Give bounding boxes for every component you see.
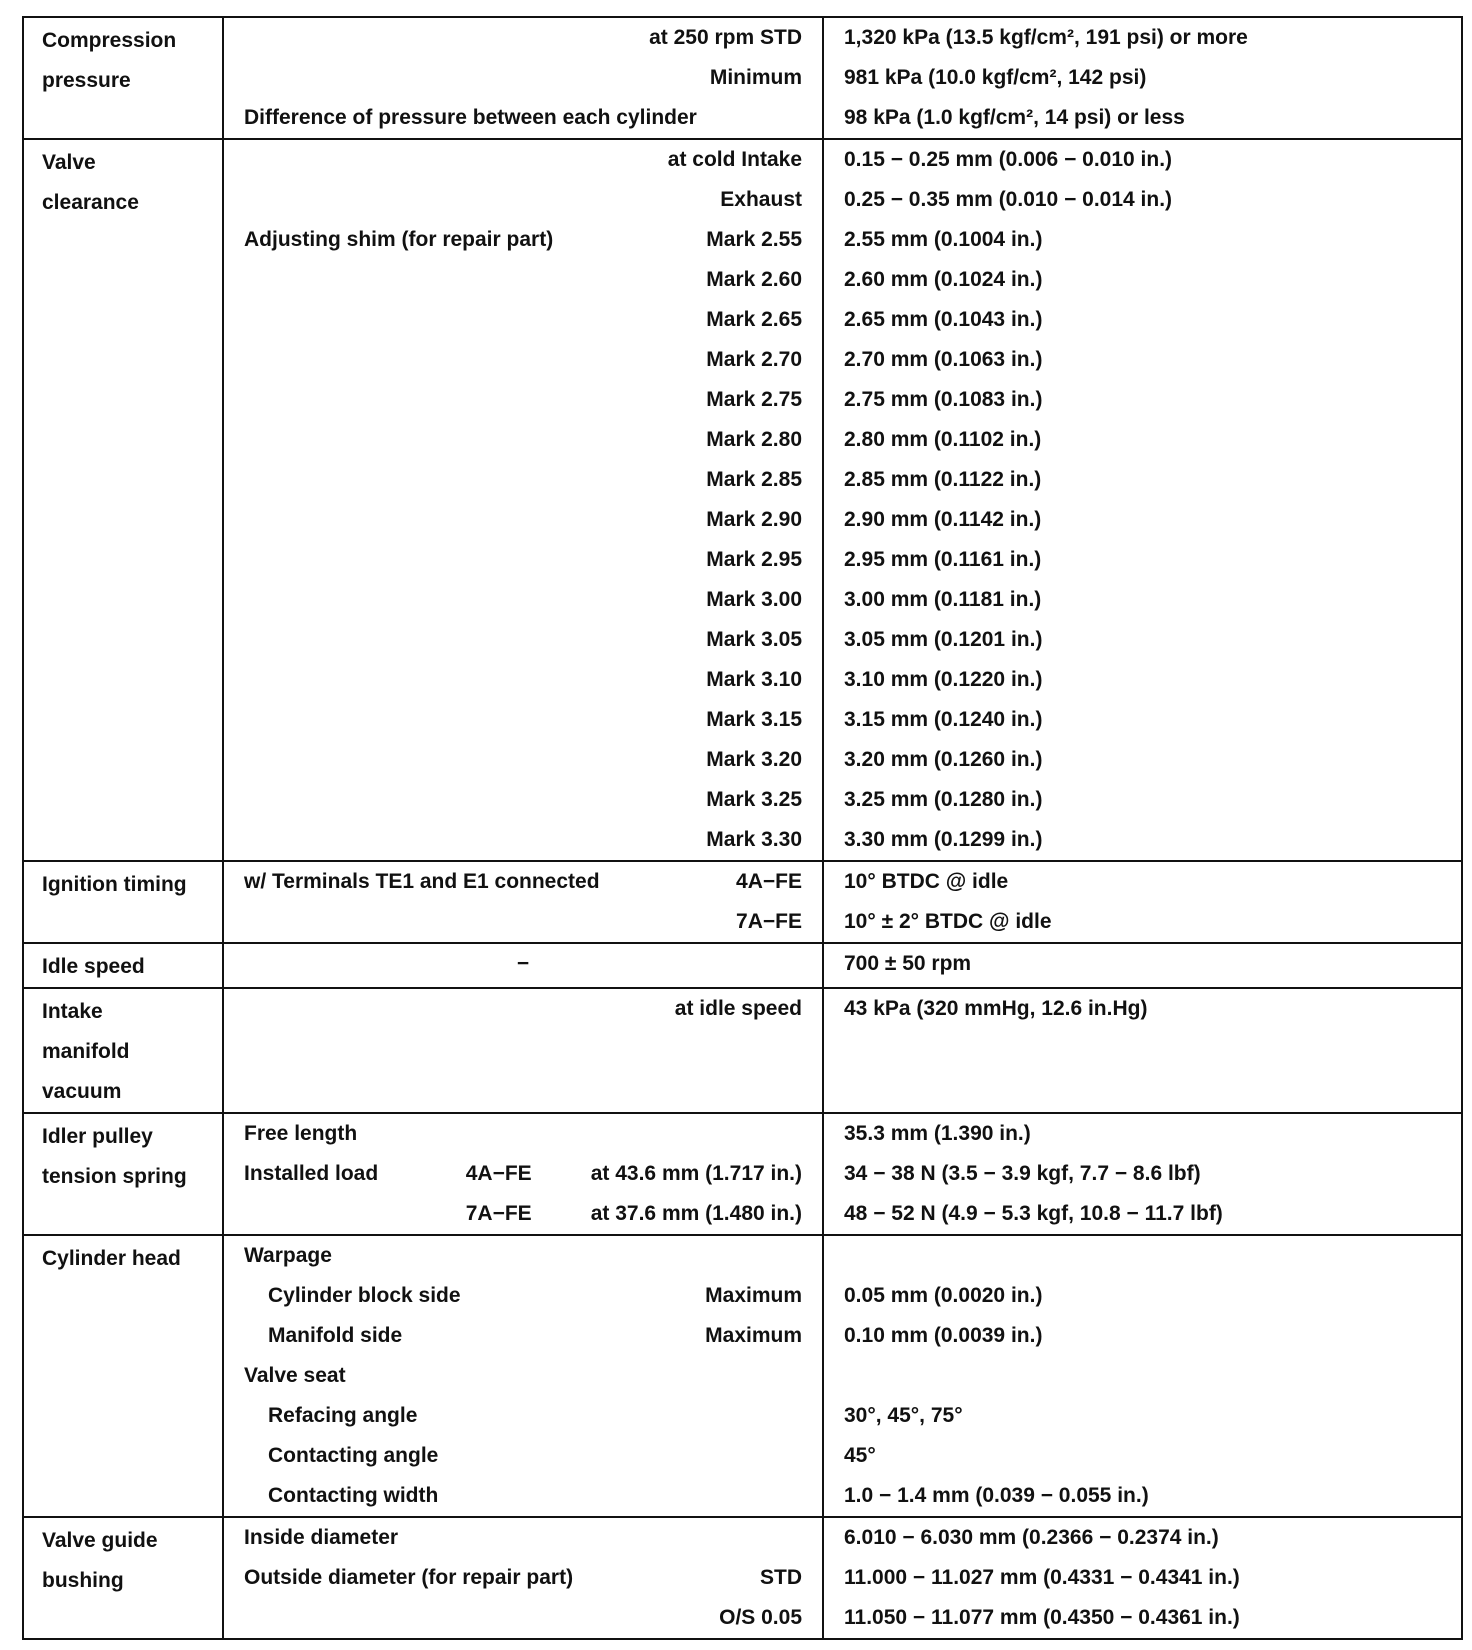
condition-row [224,1396,822,1436]
condition-right: 4A−FE [736,870,802,893]
condition-left: Contacting width [268,1484,439,1507]
condition-left: Refacing angle [268,1404,418,1427]
condition-row [224,1029,822,1069]
spec-section [22,860,1463,944]
condition-right: O/S 0.05 [719,1606,802,1629]
condition-row [224,780,822,820]
condition-row [224,140,822,180]
section-label-line: clearance [42,191,139,214]
condition-row [224,1356,822,1396]
condition-left: w/ Terminals TE1 and E1 connected [244,870,600,893]
condition-right: Mark 3.05 [706,628,802,651]
condition-right: Mark 2.70 [706,348,802,371]
condition-row [224,460,822,500]
condition-right: Mark 3.10 [706,668,802,691]
spec-value: 35.3 mm (1.390 in.) [844,1122,1031,1145]
condition-left: Contacting angle [268,1444,439,1467]
condition-row [224,1236,822,1276]
condition-column [224,1114,824,1234]
spec-value: 981 kPa (10.0 kgf/cm², 142 psi) [844,66,1147,89]
condition-row [224,1316,822,1356]
spec-value: 2.65 mm (0.1043 in.) [844,308,1043,331]
condition-row [224,220,822,260]
condition-right: Mark 2.95 [706,548,802,571]
condition-right: Mark 3.20 [706,748,802,771]
condition-row [224,420,822,460]
spec-value: 3.10 mm (0.1220 in.) [844,668,1043,691]
section-label-line: bushing [42,1569,124,1592]
condition-row [224,18,822,58]
spec-value [824,1356,1461,1396]
condition-row [224,862,822,902]
condition-right: Mark 2.90 [706,508,802,531]
spec-value: 98 kPa (1.0 kgf/cm², 14 psi) or less [844,106,1185,129]
condition-row [224,1114,822,1154]
condition-row [224,340,822,380]
condition-row [224,700,822,740]
spec-value: 2.80 mm (0.1102 in.) [844,428,1042,451]
spec-value: 0.25 − 0.35 mm (0.010 − 0.014 in.) [844,188,1173,211]
spec-value: 3.15 mm (0.1240 in.) [844,708,1043,731]
spec-section [22,16,1463,140]
section-label-line: Intake [42,1000,103,1023]
condition-row [224,740,822,780]
condition-left: Adjusting shim (for repair part) [244,228,554,251]
section-label [24,1236,224,1516]
condition-row [224,98,822,138]
condition-right: Mark 2.65 [706,308,802,331]
section-label [24,862,224,942]
condition-variant: 4A−FE [465,1162,532,1185]
condition-right: Exhaust [720,188,802,211]
section-label-line: Idler pulley [42,1125,153,1148]
spec-value: 0.10 mm (0.0039 in.) [844,1324,1043,1347]
section-label-line: Compression [42,29,177,52]
section-label [24,18,224,138]
spec-value: 1.0 − 1.4 mm (0.039 − 0.055 in.) [844,1484,1149,1507]
spec-value: 2.95 mm (0.1161 in.) [844,548,1042,571]
condition-center: − [516,952,530,975]
spec-table [22,18,1463,1640]
spec-value: 6.010 − 6.030 mm (0.2366 − 0.2374 in.) [844,1526,1219,1549]
spec-value: 3.20 mm (0.1260 in.) [844,748,1043,771]
spec-value: 3.25 mm (0.1280 in.) [844,788,1043,811]
condition-row [224,902,822,942]
condition-right: Mark 3.25 [706,788,802,811]
condition-right: at 37.6 mm (1.480 in.) [590,1202,802,1225]
section-label-line: vacuum [42,1080,122,1103]
condition-column [224,989,824,1112]
condition-row [224,500,822,540]
spec-value: 30°, 45°, 75° [844,1404,963,1427]
condition-right: Mark 2.60 [706,268,802,291]
condition-row [224,1476,822,1516]
section-label [24,1518,224,1638]
condition-row [224,260,822,300]
condition-right: at cold Intake [667,148,802,171]
spec-value: 3.30 mm (0.1299 in.) [844,828,1043,851]
condition-row [224,1194,822,1234]
condition-left: Free length [244,1122,358,1145]
condition-left: Inside diameter [244,1526,399,1549]
spec-value: 2.90 mm (0.1142 in.) [844,508,1042,531]
condition-row [224,1069,822,1109]
spec-value: 3.05 mm (0.1201 in.) [844,628,1043,651]
spec-section [22,1516,1463,1640]
spec-section [22,138,1463,862]
spec-value: 2.85 mm (0.1122 in.) [844,468,1042,491]
condition-column [224,18,824,138]
spec-section [22,1234,1463,1518]
condition-right: Mark 2.75 [706,388,802,411]
condition-column [224,1236,824,1516]
spec-value: 11.050 − 11.077 mm (0.4350 − 0.4361 in.) [844,1606,1240,1629]
value-column [824,1114,1461,1234]
spec-value: 10° ± 2° BTDC @ idle [844,910,1052,933]
spec-value: 11.000 − 11.027 mm (0.4331 − 0.4341 in.) [844,1566,1240,1589]
condition-variant: 7A−FE [465,1202,532,1225]
condition-right: at 250 rpm STD [649,26,802,49]
value-column [824,140,1461,860]
spec-value: 45° [844,1444,876,1467]
condition-right: Maximum [705,1284,802,1307]
condition-right: 7A−FE [736,910,802,933]
condition-left: Difference of pressure between each cylinder [244,106,697,129]
section-label-line: Valve [42,151,96,174]
value-column [824,1236,1461,1516]
section-label-line: Cylinder head [42,1247,181,1270]
condition-right: STD [760,1566,802,1589]
value-column [824,944,1461,987]
condition-row [224,660,822,700]
condition-row [224,1518,822,1558]
condition-right: Mark 3.15 [706,708,802,731]
condition-column [224,1518,824,1638]
spec-section [22,1112,1463,1236]
condition-left: Warpage [244,1244,332,1267]
condition-row [224,580,822,620]
section-label [24,140,224,860]
section-label-line: manifold [42,1040,130,1063]
spec-value [824,1069,1461,1109]
condition-row [224,989,822,1029]
condition-row [224,1558,822,1598]
condition-right: Minimum [709,66,802,89]
condition-right: Maximum [705,1324,802,1347]
value-column [824,862,1461,942]
spec-value [824,1029,1461,1069]
spec-value: 1,320 kPa (13.5 kgf/cm², 191 psi) or more [844,26,1248,49]
condition-left: Installed load [244,1162,379,1185]
section-label-line: pressure [42,69,131,92]
condition-left: Outside diameter (for repair part) [244,1566,574,1589]
section-label-line: tension spring [42,1165,187,1188]
condition-row [224,300,822,340]
spec-value: 2.55 mm (0.1004 in.) [844,228,1043,251]
section-label-line: Valve guide [42,1529,158,1552]
condition-right: at idle speed [674,997,802,1020]
value-column [824,989,1461,1112]
condition-row [224,820,822,860]
spec-value: 0.05 mm (0.0020 in.) [844,1284,1043,1307]
condition-right: Mark 2.85 [706,468,802,491]
section-label [24,989,224,1112]
section-label-line: Idle speed [42,955,145,978]
spec-value: 34 − 38 N (3.5 − 3.9 kgf, 7.7 − 8.6 lbf) [844,1162,1201,1185]
spec-value: 0.15 − 0.25 mm (0.006 − 0.010 in.) [844,148,1173,171]
condition-left: Manifold side [268,1324,403,1347]
spec-value: 700 ± 50 rpm [844,952,972,975]
spec-value: 48 − 52 N (4.9 − 5.3 kgf, 10.8 − 11.7 lbf) [844,1202,1223,1225]
condition-row [224,180,822,220]
spec-value: 10° BTDC @ idle [844,870,1009,893]
section-label [24,1114,224,1234]
condition-left: Cylinder block side [268,1284,461,1307]
condition-row [224,58,822,98]
condition-row [224,944,822,984]
condition-right: Mark 3.30 [706,828,802,851]
value-column [824,1518,1461,1638]
spec-value: 2.60 mm (0.1024 in.) [844,268,1043,291]
condition-right: Mark 2.80 [706,428,802,451]
spec-value: 43 kPa (320 mmHg, 12.6 in.Hg) [844,997,1148,1020]
condition-right: Mark 2.55 [706,228,802,251]
spec-section [22,942,1463,989]
spec-value: 3.00 mm (0.1181 in.) [844,588,1042,611]
spec-value: 2.75 mm (0.1083 in.) [844,388,1043,411]
section-label [24,944,224,987]
value-column [824,18,1461,138]
condition-row [224,380,822,420]
condition-row [224,620,822,660]
condition-column [224,944,824,987]
spec-value [824,1236,1461,1276]
condition-row [224,1598,822,1638]
condition-row [224,540,822,580]
condition-right: at 43.6 mm (1.717 in.) [590,1162,802,1185]
condition-right: Mark 3.00 [706,588,802,611]
spec-value: 2.70 mm (0.1063 in.) [844,348,1043,371]
section-label-line: Ignition timing [42,873,187,896]
condition-row [224,1276,822,1316]
condition-row [224,1154,822,1194]
condition-row [224,1436,822,1476]
spec-section [22,987,1463,1114]
condition-column [224,862,824,942]
condition-column [224,140,824,860]
condition-left: Valve seat [244,1364,346,1387]
